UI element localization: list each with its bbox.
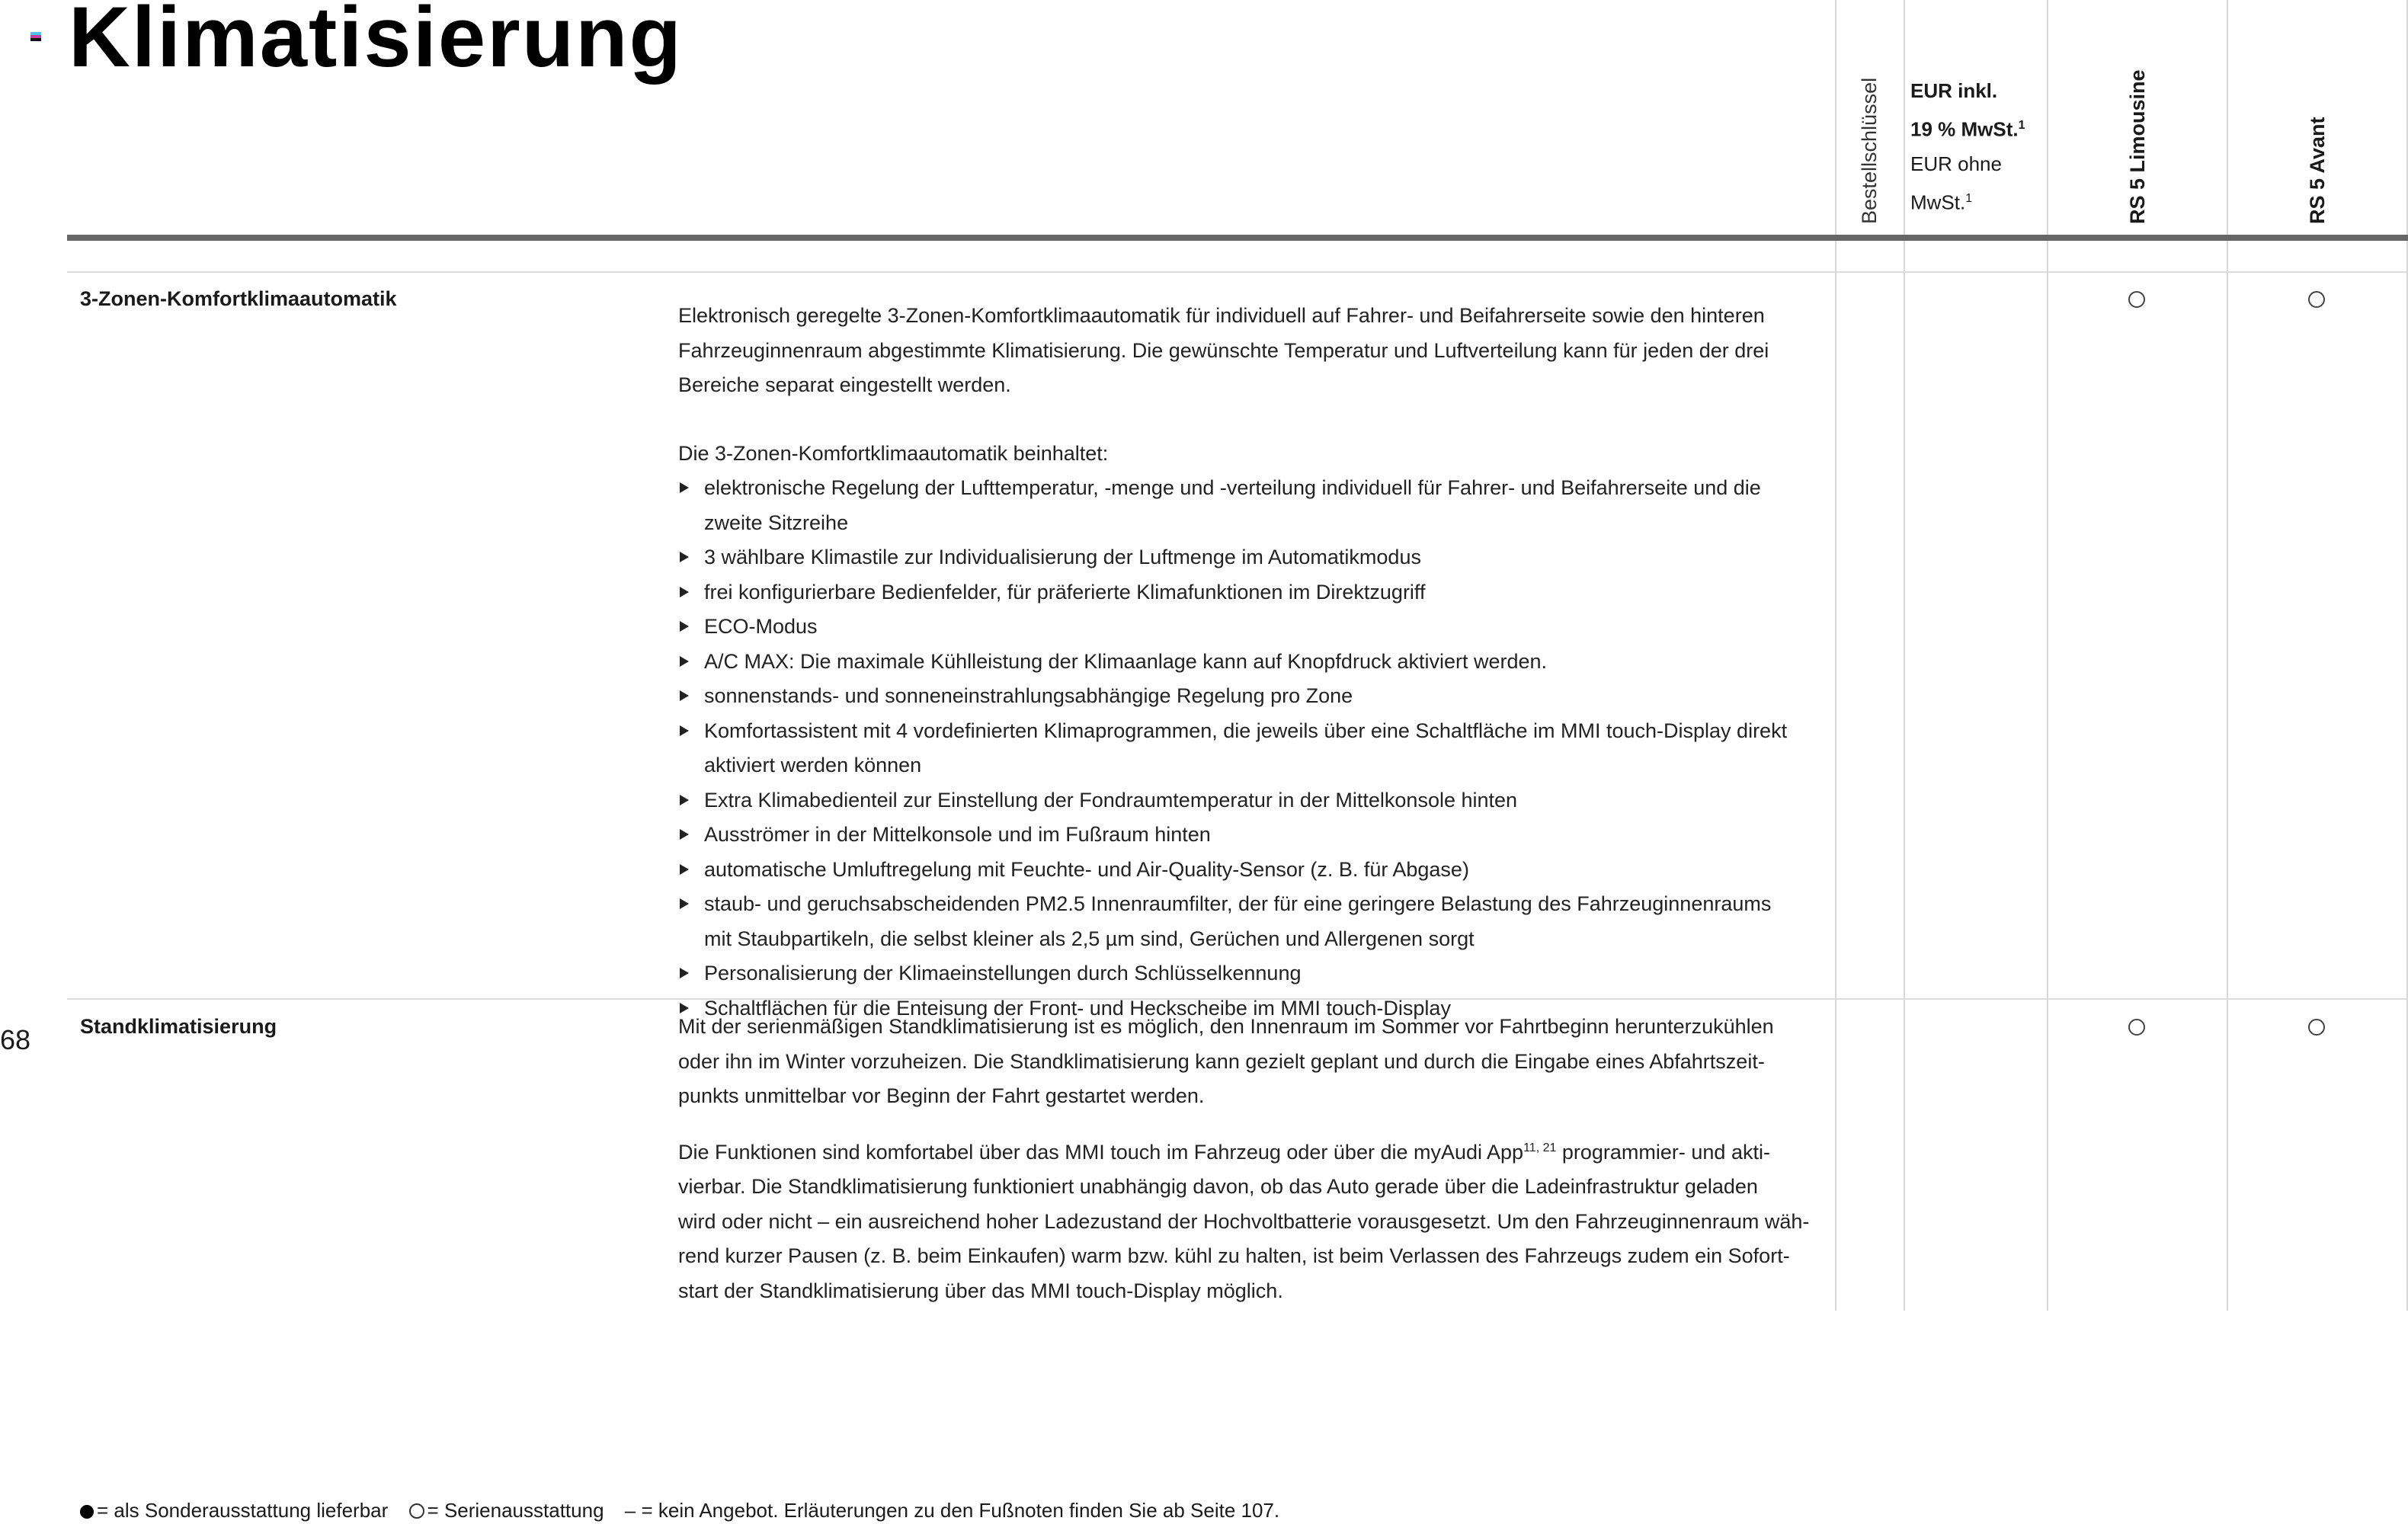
text-line: Schaltflächen für die Enteisung der Front- und Heckscheibe im MMI touch-Display <box>704 996 1451 1020</box>
feature-name: Standklimatisierung <box>80 1015 277 1038</box>
text-line: staub- und geruchsabscheidenden PM2.5 Innenraumfilter, der für eine geringere Belastung des Fahrzeuginnenraums <box>704 892 1772 915</box>
standard-equipment-icon <box>2128 1019 2145 1036</box>
text-line: vierbar. Die Standklimatisierung funktioniert unabhängig davon, ob das Auto gerade über die Ladeinfrastruktur geladen <box>678 1175 1758 1198</box>
price-incl-line1: EUR inkl. <box>1910 79 1998 102</box>
column-divider <box>1904 0 1905 1311</box>
text-line: wird oder nicht – ein ausreichend hoher Ladezustand der Hochvoltbatterie vorausgesetzt. Um den Fahrzeuginnenraum wäh- <box>678 1209 1810 1233</box>
header-order-key: Bestellschlüssel <box>1858 77 1881 224</box>
list-item <box>678 679 1829 714</box>
text-line: mit Staubpartikeln, die selbst kleiner als 2,5 µm sind, Gerüchen und Allergenen sorgt <box>704 927 1475 950</box>
column-divider <box>1835 0 1836 1311</box>
price-incl-line2: 19 % MwSt. <box>1910 117 2019 141</box>
text-line: Bereiche separat eingestellt werden. <box>678 373 1011 396</box>
bullet-triangle-icon <box>680 795 689 805</box>
list-item <box>678 714 1829 783</box>
header-model-rs5-avant: RS 5 Avant <box>2306 117 2329 224</box>
text-line: start der Standklimatisierung über das MMI touch-Display möglich. <box>678 1279 1283 1302</box>
list-item <box>678 540 1829 575</box>
price-excl-line1: EUR ohne <box>1910 152 2002 175</box>
text-line: Extra Klimabedienteil zur Einstellung der Fondraumtemperatur in der Mittelkonsole hinten <box>704 788 1518 812</box>
feature-name: 3-Zonen-Komfortklimaautomatik <box>80 287 397 310</box>
column-divider <box>2227 0 2228 1311</box>
page-number: 68 <box>0 1024 31 1055</box>
list-item <box>678 887 1829 956</box>
text-line: elektronische Regelung der Lufttemperatur, -menge und -verteilung individuell für Fahrer- und Beifahrerseite und die <box>704 476 1761 499</box>
standard-equipment-icon <box>2308 291 2325 308</box>
text-line: rend kurzer Pausen (z. B. beim Einkaufen) warm bzw. kühl zu halten, ist beim Verlassen des Fahrzeugs zudem ein Sofort- <box>678 1244 1790 1267</box>
standard-equipment-icon <box>2308 1019 2325 1036</box>
bullet-triangle-icon <box>680 621 689 632</box>
list-item <box>678 853 1829 888</box>
text-line: Elektronisch geregelte 3-Zonen-Komfortklimaautomatik für individuell auf Fahrer- und Beifahrerseite sowie den hinteren <box>678 304 1765 327</box>
text-line: zweite Sitzreihe <box>704 511 849 534</box>
text-line: Ausströmer in der Mittelkonsole und im Fußraum hinten <box>704 823 1211 846</box>
feature-description <box>678 282 1829 1026</box>
legend-optional: = als Sonderausstattung lieferbar <box>97 1499 389 1522</box>
text-line: Komfortassistent mit 4 vordefinierten Klimaprogrammen, die jeweils über eine Schaltfläche im MMI touch-Display direkt <box>704 719 1788 742</box>
text-line: punkts unmittelbar vor Beginn der Fahrt gestartet werden. <box>678 1084 1205 1107</box>
bullet-triangle-icon <box>680 898 689 909</box>
text-line: Fahrzeuginnenraum abgestimmte Klimatisierung. Die gewünschte Temperatur und Luftverteilung kann für jeden der drei <box>678 338 1769 362</box>
feature-bullet-list <box>678 471 1829 1026</box>
list-item <box>678 610 1829 645</box>
bullet-triangle-icon <box>680 864 689 875</box>
bullet-triangle-icon <box>680 482 689 493</box>
row-divider <box>67 271 2408 273</box>
text-line: ECO-Modus <box>704 615 818 638</box>
bullet-triangle-icon <box>680 690 689 701</box>
text-line: A/C MAX: Die maximale Kühlleistung der Klimaanlage kann auf Knopfdruck aktiviert werden. <box>704 649 1548 673</box>
header-model-rs5-limousine: RS 5 Limousine <box>2126 69 2149 224</box>
legend-standard: = Serienausstattung <box>427 1499 604 1522</box>
text-line: sonnenstands- und sonneneinstrahlungsabhängige Regelung pro Zone <box>704 684 1353 707</box>
optional-equipment-icon <box>80 1505 94 1519</box>
standard-equipment-icon <box>2128 291 2145 308</box>
list-item <box>678 575 1829 610</box>
footnote-ref: 1 <box>2018 119 2025 132</box>
header-price-incl <box>1910 74 2025 219</box>
feature-description <box>678 1010 1829 1308</box>
text-line: oder ihn im Winter vorzuheizen. Die Standklimatisierung kann gezielt geplant und durch die Eingabe eines Abfahrtszeit- <box>678 1049 1765 1073</box>
bullet-triangle-icon <box>680 968 689 978</box>
header-divider <box>67 235 2408 241</box>
text-line: Die 3-Zonen-Komfortklimaautomatik beinhaltet: <box>678 441 1109 465</box>
list-item <box>678 645 1829 680</box>
text-line: automatische Umluftregelung mit Feuchte- und Air-Quality-Sensor (z. B. für Abgase) <box>704 857 1469 881</box>
text-line: Personalisierung der Klimaeinstellungen durch Schlüsselkennung <box>704 962 1302 985</box>
legend-none: – = kein Angebot. Erläuterungen zu den Fußnoten finden Sie ab Seite 107. <box>624 1499 1280 1522</box>
list-item <box>678 471 1829 540</box>
text-line: Mit der serienmäßigen Standklimatisierung ist es möglich, den Innenraum im Sommer vor Fahrtbeginn herunterzukühlen <box>678 1015 1774 1038</box>
price-excl-line2: MwSt. <box>1910 190 1966 214</box>
list-item <box>678 783 1829 818</box>
text-line: frei konfigurierbare Bedienfelder, für präferierte Klimafunktionen im Direktzugriff <box>704 580 1426 604</box>
text-line: aktiviert werden können <box>704 754 922 776</box>
bullet-triangle-icon <box>680 725 689 736</box>
text-segment: Die Funktionen sind komfortabel über das MMI touch im Fahrzeug oder über die myAudi App <box>678 1140 1524 1164</box>
page-title: Klimatisierung <box>69 0 683 85</box>
bullet-triangle-icon <box>680 587 689 597</box>
list-item <box>678 956 1829 991</box>
list-item <box>678 818 1829 853</box>
bullet-triangle-icon <box>680 829 689 840</box>
standard-equipment-icon <box>409 1503 424 1519</box>
bullet-triangle-icon <box>680 552 689 562</box>
text-segment: programmier- und akti- <box>1556 1140 1770 1164</box>
bullet-triangle-icon <box>680 656 689 667</box>
legend-footer <box>80 1499 1279 1522</box>
color-marker-icon <box>30 32 41 43</box>
column-divider <box>2047 0 2048 1311</box>
footnote-ref: 1 <box>1965 191 1973 205</box>
footnote-ref: 11, 21 <box>1523 1141 1557 1154</box>
text-line: 3 wählbare Klimastile zur Individualisierung der Luftmenge im Automatikmodus <box>704 546 1421 568</box>
